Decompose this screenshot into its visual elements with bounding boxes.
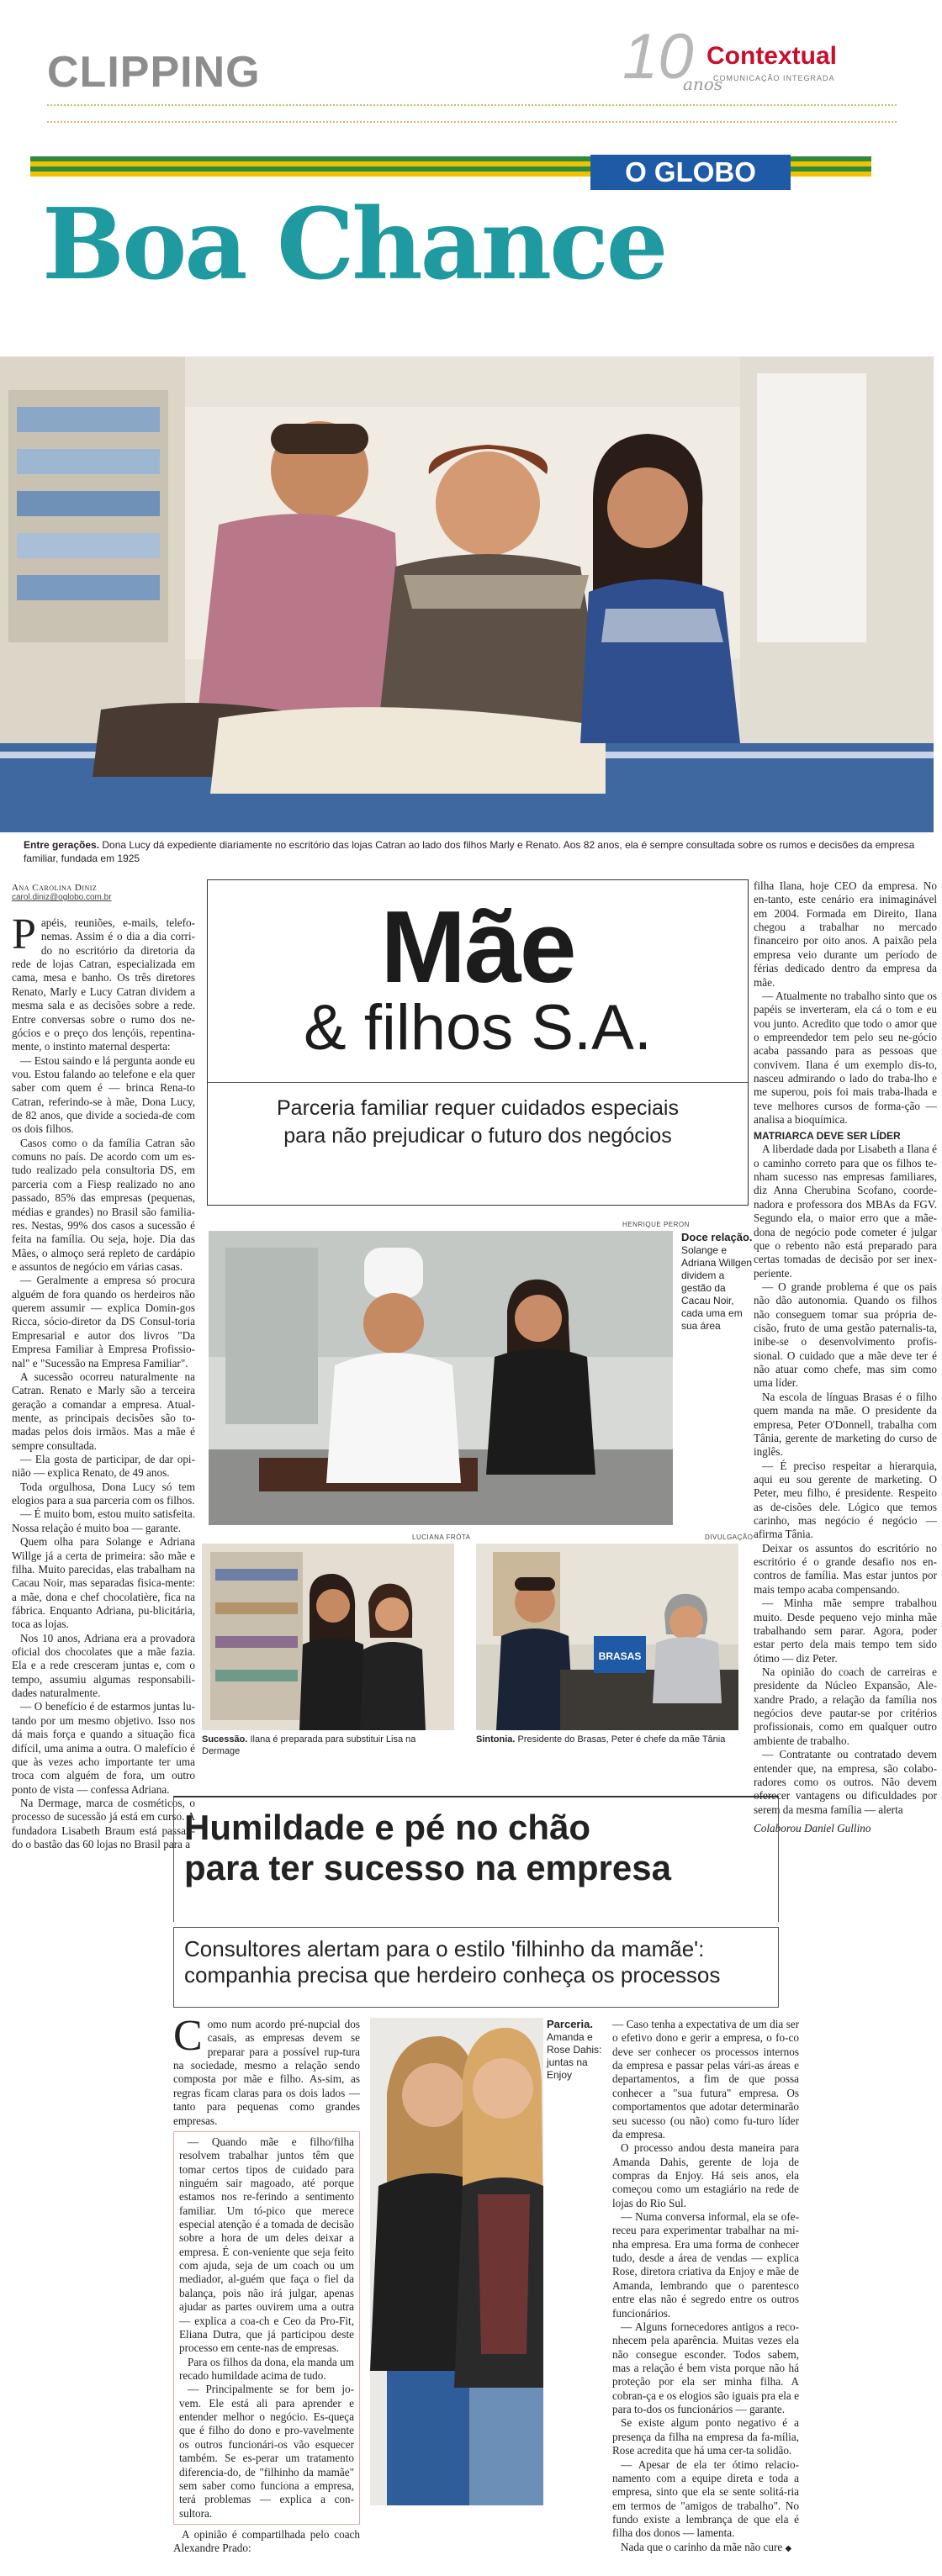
photo4-caption-text: Presidente do Brasas, Peter é chefe da mãe Tânia: [517, 1734, 726, 1745]
article2-caption-text: Amanda e Rose Dahis: juntas na Enjoy: [547, 2031, 602, 2082]
col3-subhead: MATRIARCA DEVE SER LÍDER: [754, 1130, 901, 1143]
logo-tagline: COMUNICAÇÃO INTEGRADA: [713, 74, 835, 82]
article2-title-line2: para ter sucesso na empresa: [184, 1848, 671, 1888]
article2-title-line1: Humildade e pé no chão: [184, 1808, 591, 1847]
end-mark-icon: ◆: [785, 2543, 792, 2553]
article1-deck-line2: para não prejudicar o futuro dos negócios: [283, 1123, 672, 1148]
photo3-credit: LUCIANA FRÓTA: [412, 1533, 471, 1541]
article1-column-1: Papéis, reuniões, e-mails, telefo-nemas. Assim é o dia a dia corri-do no escritório da diretoria da rede de lojas Catran, especializada em cama, mesa e banho. Os três diretores Renato, Marly e Lucy Catran dividem a mesma sala e as decisões sobre a rede. Entre conversas sobre o rumo dos ne-gócios e o preço dos lençóis, repentina-mente, o instinto maternal desperta: — Estou saindo e lá pergunta aonde eu vou. Estou falando ao telefone e ela quer saber com quem é — brinca Rena-to Catran, referindo-se à mãe, Dona Lucy, de 82 anos, que divide a socieda-de com os dois filhos. Casos como o da família Catran são comuns no país. De acordo com um es-tudo realizado pela consultoria DS, em parceria com a Fiesp realizado no ano passado, 85% das empresas (pequenas, médias e grandes) no Brasil são familia-res. Nestas, 99% dos casos a sucessão é feita na família. Ou seja, hoje. Dia das Mães, o almoço será repleto de cardápio e assuntos de negócio em várias casas. — Geralmente a empresa só procura alguém de fora quando os herdeiros não querem assumir — explica Domin-gos Ricca, sócio-diretor da DS Consul-toria Empresarial e autor dos livros "Da Empresa Familiar à Empresa Profissio-nal" e "Sucessão na Empresa Familiar". A sucessão ocorreu naturalmente na Catran. Renato e Marly são a terceira geração a comandar a empresa. Atual-mente, as principais decisões são to-madas pelos dois irmãos. Mas a mãe é sempre consultada. — Ela gosta de participar, de dar opi-nião — explica Renato, de 49 anos. Toda orgulhosa, Dona Lucy só tem elogios para a sua parceria com os filhos. — É muito bom, estou muito satisfeita. Nossa relação é muito boa — garante. Quem olha para Solange e Adriana Willge já a certa de primeira: são mãe e filha. Muito parecidas, elas trabalham na Cacau Noir, mas separadas fisica-mente: a mãe, dona e chef chocolatière, fica na fábrica. Enquanto Adriana, pu-blicitária, toca as lojas. Nos 10 anos, Adriana era a provadora oficial dos chocolates que a mãe fazia. Ela e a rede cresceram juntas e, com o tempo, assumiu algumas responsabili-dades naturalmente. — O benefício é de estarmos juntas lu-tando por um mesmo objetivo. Isso nos dá mais força e quando a situação fica difícil, uma anima a outra. O malefício é que às vezes acho importante ter uma troca com alguém de fora, um outro ponto de vista — confessa Adriana. Na Dermage, marca de cosméticos, o processo de sucessão já está em curso. A fundadora Lisabeth Braum está passan-do o bastão das 60 lojas no Brasil para a: [12, 911, 195, 1851]
article2-photo: [370, 2018, 543, 2505]
photo3-caption-text: Ilana é preparada para substituir Lisa na Dermage: [202, 1734, 416, 1757]
header-divider: [47, 104, 897, 106]
dropcap-2: C: [173, 2012, 203, 2060]
article2-deck-box: [173, 1927, 779, 2008]
photo3-caption: [202, 1734, 454, 1758]
clipping-label: CLIPPING: [47, 48, 261, 97]
article2-column-3: — Caso tenha a expectativa de um dia ser o efetivo dono e gerir a empresa, o fo-co deve ser conhecer os processos internos da empresa e passar pelas vári-as áreas e departamentos, a fim de que possa conhecer a "sua futura" empresa. Os comportamentos que adotar determinarão seu sucesso (ou não) como fu-turo líder da empresa. O processo andou desta maneira para Amanda Dahis, gerente de loja de compras da Enjoy. Há seis anos, ela começou como um estagiário na rede de lojas do Rio Sul. — Numa conversa informal, ela se ofe-receu para experimentar trabalhar na mi-nha empresa. Era uma forma de conhecer tudo, desde a área de vendas — explica Rose, diretora criativa da Enjoy e mãe de Amanda, lembrando que o parentesco entre elas não é segredo entre os outros funcionários. — Alguns fornecedores antigos a reco-nhecem pela aparência. Muitas vezes ela não consegue esconder. Todos sabem, mas a relação é bem vista porque não há proteção por ela ser minha filha. A cobran-ça e os elogios são iguais pra ela e para to-dos os funcionários — garante. Se existe algum ponto negativo é a presença da filha na empresa da fa-mília, Rose acredita que há uma cer-ta solidão. — Apesar de ela ter ótimo relacio-namento com a equipe direta e toda a empresa, sinto que ela se sente solitá-ria em termos de "amigos de trabalho". No fundo existe a lembrança de que ela é filha dos donos — lamenta. Nada que o carinho da mãe não cure ◆: [612, 2018, 799, 2553]
chocolate-kitchen-illustration: [209, 1231, 673, 1525]
article2-photo-caption: [547, 2018, 604, 2082]
photo3: [202, 1544, 454, 1730]
article1-title-line1: Mãe: [380, 889, 575, 1004]
photo2-caption-text: Solange e Adriana Willgen dividem a gestão da Cacau Noir, cada uma em sua área: [681, 1244, 753, 1333]
photo3-caption-lead: Sucessão.: [202, 1734, 248, 1745]
newspaper-name: O GLOBO: [590, 155, 791, 190]
highlighted-quote-box: — Quando mãe e filho/filha resolvem trabalhar juntos têm que tomar certos tipos de cuidado para ninguém sair magoado, até porque estamos nos re-ferindo a sentimento familiar. Um tó-pico que merece especial atenção é a tomada de decisão sobre a hora de um deles deixar a empresa. É con-veniente que seja feito com ajuda, seja de um coach ou um mediador, al-guém que faça o fiel da balança, pois não irá julgar, apenas ajudar as partes ouvirem uma a outra — explica a coa-ch e Ceo da Pro-Fit, Eliana Dutra, que já participou deste processo em cente-nas de empresas. Para os filhos da dona, ela manda um recado humildade acima de tudo. — Principalmente se for bem jo-vem. Ele está ali para aprender e entender melhor o negócio. Es-queça que é filho do dono e pro-vavelmente os outros funcionári-os vão esquecer também. Se es-perar um tratamento diferencia-do, de "filhinho da mamãe" sem saber como funciona a empresa, terá problemas — explica a con-sultora.: [173, 2131, 360, 2525]
family-photo-illustration: [0, 356, 934, 832]
photo4-caption: [476, 1734, 738, 1745]
logo-anos: anos: [683, 74, 723, 94]
article2-caption-title: Parceria.: [547, 2018, 593, 2030]
article1-title-line2: & filhos S.A.: [304, 992, 652, 1064]
logo-number: 10: [622, 21, 694, 92]
logo-name: Contextual: [706, 42, 838, 70]
main-caption-lead: Entre gerações.: [24, 839, 100, 851]
article2-column-1: Como num acordo pré-nupcial dos casais, as empresas devem se preparar para a possível rup-tura na sociedade, mesmo a relação sendo composta por mãe e filho. As-sim, as regras ficam claras para os dois lados — tanto para pequenas como grandes empresas. — Quando mãe e filho/filha resolvem trabalhar juntos têm que tomar certos tipos de cuidado para ninguém sair magoado, até porque estamos nos re-ferindo a sentimento familiar. Um tó-pico que merece especial atenção é a tomada de decisão sobre a hora de um deles deixar a empresa. É con-veniente que seja feito com ajuda, seja de um coach ou um mediador, al-guém que faça o fiel da balança, pois não irá julgar, apenas ajudar as partes ouvirem uma a outra — explica a coa-ch e Ceo da Pro-Fit, Eliana Dutra, que já participou deste processo em cente-nas de empresas. Para os filhos da dona, ela manda um recado humildade acima de tudo. — Principalmente se for bem jo-vem. Ele está ali para aprender e entender melhor o negócio. Es-queça que é filho do dono e pro-vavelmente os outros funcionári-os vão esquecer também. Se es-perar um tratamento diferencia-do, de "filhinho da mamãe" sem saber como funciona a empresa, terá problemas — explica a con-sultora. A opinião é compartilhada pelo coach Alexandre Prado:: [173, 2012, 360, 2555]
header-divider-2: [47, 121, 897, 123]
dropcap: P: [12, 911, 36, 958]
author-name: Ana Carolina Diniz: [12, 883, 98, 893]
photo2-credit: HENRIQUE PERON: [622, 1221, 690, 1228]
main-photo: [0, 356, 934, 832]
article1-title-box: [207, 879, 749, 1206]
photo4-caption-lead: Sintonia.: [476, 1734, 516, 1745]
article1-column-3: filha Ilana, hoje CEO da empresa. No en-tanto, este cenário era inimaginável em 2004. Formada em Direito, Ilana chegou a trabalhar no mercado financeiro por oito anos. A paixão pela empresa veio durante um período de férias dedicado dentro da empresa da mãe. — Atualmente no trabalho sinto que os papéis se inverteram, ela cá o tom e eu vou junto. Acredito que todo o amor que o empreendedor tem pelo seu ne-gócio acaba passando para as pessoas que convivem. Ilana é um exemplo dis-to, nasceu admirando o lado do traba-lho e me superou, pois foi mais traba-lhada e teve melhores cursos de forma-ção — analisa a bioquímica. MATRIARCA DEVE SER LÍDER A liberdade dada por Lisabeth a Ilana é o caminho correto para que os filhos te-nham sucesso nas empresas familiares, diz Anna Cherubina Scofano, coorde-nadora e professora dos MBAs da FGV. Segundo ela, o maior erro que a mãe-dona de negócio pode cometer é julgar que o rebento não está preparado para certas tomadas de decisão por ser inex-periente. — O grande problema é que os pais não dão autonomia. Quando os filhos não conseguem tomar sua própria de-cisão, fruto de uma gestão paternalis-ta, inibe-se o desenvolvimento profis-sional. O cuidado que a mãe deve ter é não atuar como chefe, mas sim como uma líder. Na escola de línguas Brasas é o filho quem manda na mãe. O presidente da empresa, Peter O'Donnell, trabalha com Tânia, gerente de marketing do curso de inglês. — É preciso respeitar a hierarquia, aqui eu sou gerente de marketing. O Peter, meu filho, é presidente. Respeito as de-cisões dele. Lógico que temos carinho, mas negócio é negócio — afirma Tânia. Deixar os assuntos do escritório no escritório é o grande desafio nos en-contros de família. Mas estar juntos por mais tempo acaba compensando. — Minha mãe sempre trabalhou muito. Desde pequeno vejo minha mãe trabalhando sem parar. Agora, poder estar perto dela mais tempo tem sido ótimo — diz Peter. Na opinião do coach de carreiras e presidente da Núcleo Expansão, Ale-xandre Prado, a relação da família nos negócios deve pautar-se por critérios profissionais, como em qualquer outro ambiente de trabalho. — Contratante ou contratado devem entender que, na empresa, são colabo-radores como os outros. Não devem oferecer vantagens ou dificuldades por serem da mesma família — alerta Colaborou Daniel Gullino: [754, 879, 937, 1834]
main-caption-text: Dona Lucy dá expediente diariamente no escritório das lojas Catran ao lado dos filhos Marly e Renato. Aos 82 anos, ela é sempre consultada sobre os rumos e decisões da empresa familiar, fundada em 1925: [24, 839, 915, 864]
contextual-logo: [622, 21, 900, 98]
article2-deck-line2: companhia precisa que herdeiro conheça os processos: [184, 1962, 721, 1988]
author-email[interactable]: carol.diniz@oglobo.com.br: [12, 893, 112, 902]
main-photo-caption: [24, 839, 932, 865]
photo4: [476, 1544, 738, 1730]
store-shelves-illustration: [202, 1544, 454, 1730]
brasas-sign: BRASAS: [598, 1650, 642, 1662]
section-title: Boa Chance: [42, 187, 666, 302]
photo2-caption-title: Doce relação.: [681, 1231, 753, 1243]
collaboration-credit: Colaborou Daniel Gullino: [754, 1821, 871, 1834]
office-illustration: [476, 1544, 738, 1730]
article1-byline: [12, 883, 195, 902]
article2-deck-line1: Consultores alertam para o estilo 'filhinho da mamãe':: [184, 1936, 705, 1961]
article1-deck-line1: Parceria familiar requer cuidados especiais: [276, 1096, 679, 1120]
article2-title-box: [173, 1796, 779, 1922]
photo2: [209, 1231, 673, 1525]
photo4-credit: DIVULGAÇÃO: [705, 1533, 754, 1541]
two-women-illustration: [370, 2018, 543, 2505]
photo2-caption: [681, 1231, 754, 1333]
